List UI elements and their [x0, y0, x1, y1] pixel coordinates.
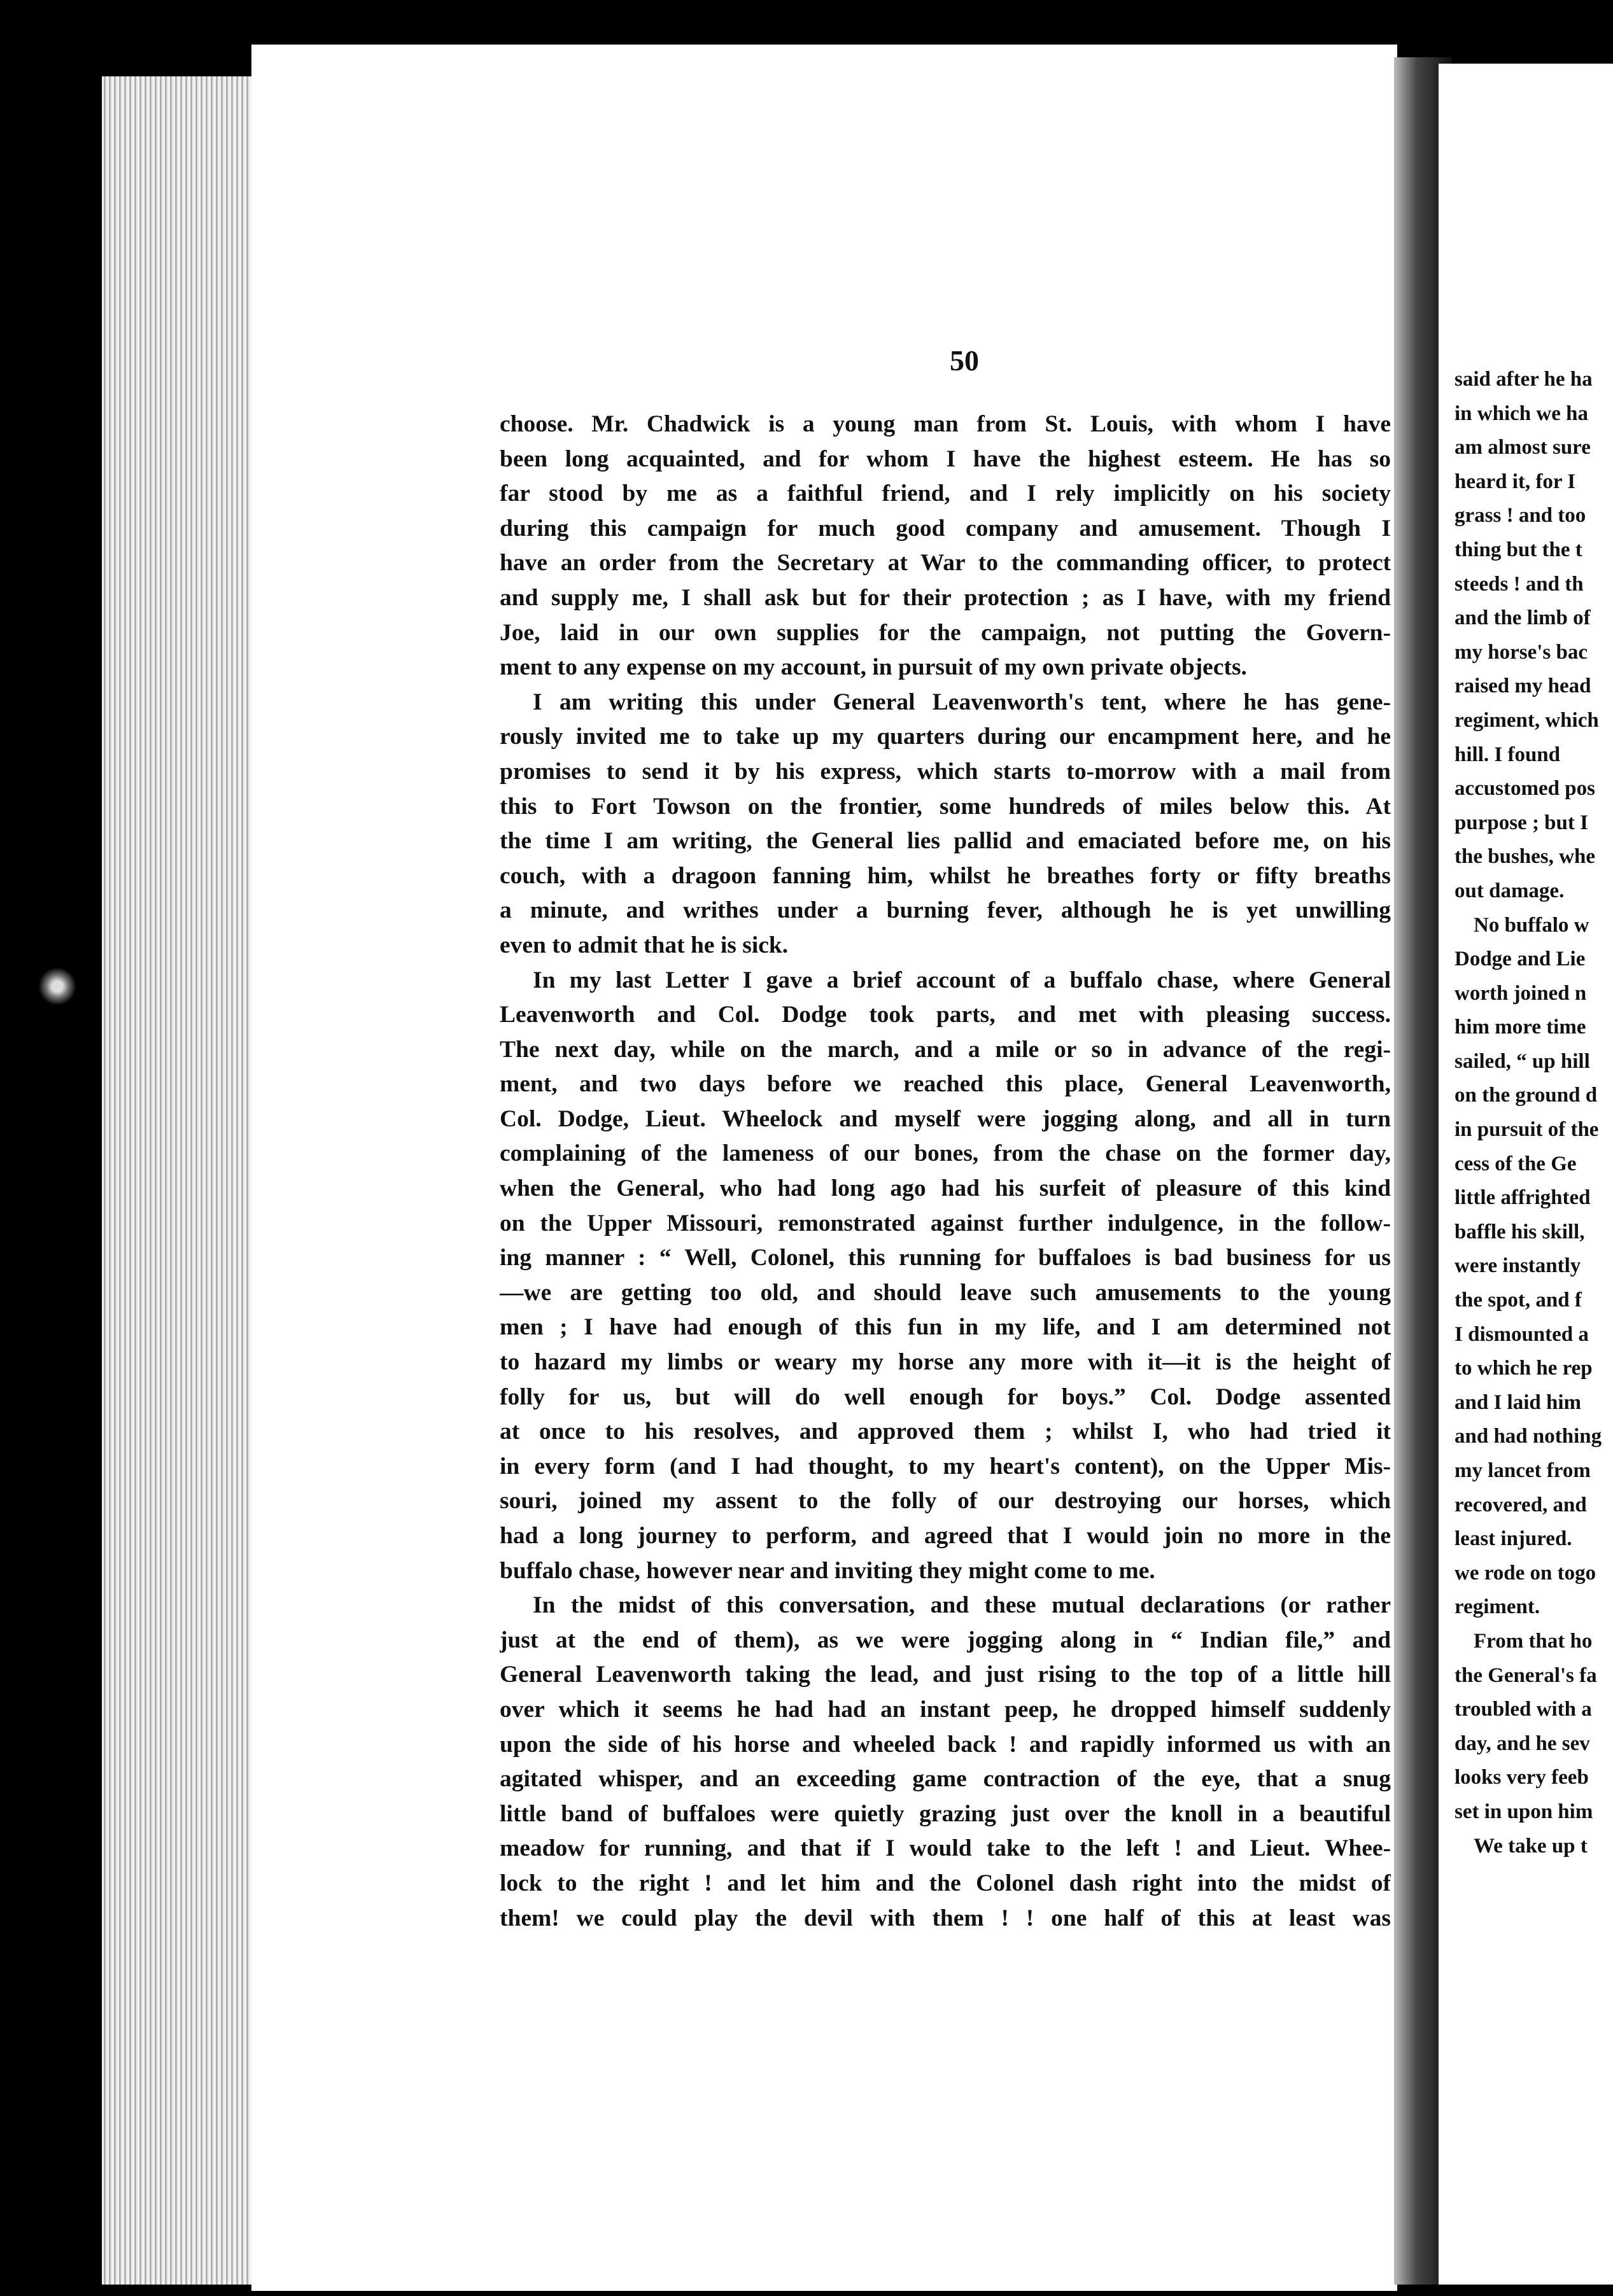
text-line: In the midst of this conversation, and these mutual declarations (or rather — [533, 1592, 1391, 1619]
text-line: been long acquainted, and for whom I have the highest esteem. He has so — [500, 445, 1391, 472]
text-line: ing manner : “ Well, Colonel, this running for buffaloes is bad business for us — [500, 1245, 1391, 1271]
facing-text-line: regiment, which — [1455, 708, 1599, 732]
text-line: The next day, while on the march, and a mile or so in advance of the regi- — [500, 1036, 1391, 1063]
text-line: rously invited me to take up my quarters during our encampment here, and he — [500, 724, 1391, 750]
facing-text-line: steeds ! and th — [1455, 572, 1584, 596]
text-line: promises to send it by his express, which starts to-morrow with a mail from — [500, 758, 1391, 785]
facing-text-line: We take up t — [1474, 1834, 1588, 1858]
facing-text-line: my horse's bac — [1455, 640, 1588, 664]
facing-text-line: and the limb of — [1455, 606, 1591, 630]
facing-text-line: cess of the Ge — [1455, 1152, 1577, 1175]
text-line: In my last Letter I gave a brief account of a buffalo chase, where General — [533, 967, 1391, 993]
facing-text-line: out damage. — [1455, 879, 1565, 902]
text-line: Leavenworth and Col. Dodge took parts, and met with pleasing success. — [500, 1002, 1391, 1028]
facing-text-line: raised my head — [1455, 675, 1591, 698]
text-line: have an order from the Secretary at War to the commanding officer, to protect — [500, 550, 1391, 577]
facing-text-line: day, and he sev — [1455, 1732, 1590, 1755]
text-line: meadow for running, and that if I would take to the left ! and Lieut. Whee- — [500, 1835, 1391, 1862]
facing-text-line: hill. I found — [1455, 743, 1560, 766]
text-line: General Leavenworth taking the lead, and just rising to the top of a little hill — [500, 1662, 1391, 1688]
text-line: agitated whisper, and an exceeding game contraction of the eye, that a snug — [500, 1766, 1391, 1793]
text-line: far stood by me as a faithful friend, and I rely implicitly on his society — [500, 480, 1391, 507]
facing-text-line: in which we ha — [1455, 402, 1588, 425]
facing-text-line: regiment. — [1455, 1595, 1540, 1619]
text-line: to hazard my limbs or weary my horse any more with it—it is the height of — [500, 1349, 1391, 1376]
text-line: even to admit that he is sick. — [500, 932, 789, 958]
facing-text-line: on the ground d — [1455, 1084, 1598, 1107]
facing-text-line: him more time — [1455, 1016, 1586, 1039]
facing-text-line: said after he ha — [1455, 368, 1593, 391]
text-line: lock to the right ! and let him and the Colonel dash right into the midst of — [500, 1870, 1391, 1896]
text-line: during this campaign for much good company and amusement. Though I — [500, 515, 1391, 542]
facing-text-line: the bushes, whe — [1455, 845, 1595, 869]
facing-text-line: recovered, and — [1455, 1493, 1587, 1516]
facing-text-line: the General's fa — [1455, 1663, 1597, 1687]
facing-text-line: set in upon him — [1455, 1800, 1593, 1823]
text-line: on the Upper Missouri, remonstrated against further indulgence, in the follow- — [500, 1210, 1391, 1236]
facing-text-line: we rode on togo — [1455, 1561, 1596, 1585]
scan-artifact — [38, 967, 76, 1005]
text-line: buffalo chase, however near and inviting they might come to me. — [500, 1557, 1155, 1584]
facing-text-line: my lancet from — [1455, 1459, 1591, 1482]
text-line: had a long journey to perform, and agreed that I would join no more in the — [500, 1523, 1391, 1549]
right-page — [1439, 64, 1613, 2285]
facing-text-line: I dismounted a — [1455, 1322, 1589, 1346]
text-line: men ; I have had enough of this fun in my life, and I am determined not — [500, 1314, 1391, 1341]
facing-text-line: heard it, for I — [1455, 470, 1576, 493]
text-line: —we are getting too old, and should leave such amusements to the young — [500, 1279, 1391, 1306]
text-line: this to Fort Towson on the frontier, some hundreds of miles below this. At — [500, 793, 1391, 820]
page-number: 50 — [950, 344, 979, 377]
text-line: the time I am writing, the General lies pallid and emaciated before me, on his — [500, 828, 1391, 855]
facing-text-line: and I laid him — [1455, 1390, 1581, 1414]
facing-text-line: and had nothing — [1455, 1425, 1602, 1448]
facing-text-line: No buffalo w — [1474, 913, 1589, 937]
text-line: at once to his resolves, and approved them ; whilst I, who had tried it — [500, 1418, 1391, 1445]
text-line: ment, and two days before we reached this place, General Leavenworth, — [500, 1071, 1391, 1098]
body-text — [500, 407, 1391, 1936]
facing-text-line: baffle his skill, — [1455, 1220, 1585, 1243]
facing-text-line: Dodge and Lie — [1455, 948, 1586, 971]
text-line: a minute, and writhes under a burning fever, although he is yet unwilling — [500, 897, 1391, 924]
facing-text-line: am almost sure — [1455, 436, 1591, 459]
facing-text-line: grass ! and too — [1455, 504, 1586, 528]
facing-text-line: little affrighted — [1455, 1186, 1591, 1210]
facing-text-line: in pursuit of the — [1455, 1118, 1599, 1142]
text-line: folly for us, but will do well enough for boys.” Col. Dodge assented — [500, 1383, 1391, 1410]
facing-text-line: were instantly — [1455, 1254, 1581, 1278]
facing-text-line: sailed, “ up hill — [1455, 1049, 1590, 1073]
text-line: souri, joined my assent to the folly of our destroying our horses, which — [500, 1488, 1391, 1515]
text-line: when the General, who had long ago had his surfeit of pleasure of this kind — [500, 1175, 1391, 1202]
facing-page-text — [1455, 363, 1613, 1863]
text-line: Joe, laid in our own supplies for the campaign, not putting the Govern- — [500, 619, 1391, 646]
text-line: just at the end of them), as we were jogging along in “ Indian file,” and — [500, 1627, 1391, 1653]
text-line: over which it seems he had had an instant peep, he dropped himself suddenly — [500, 1696, 1391, 1723]
facing-text-line: looks very feeb — [1455, 1766, 1589, 1789]
text-line: I am writing this under General Leavenworth's tent, where he has gene- — [533, 689, 1391, 715]
facing-text-line: worth joined n — [1455, 981, 1587, 1005]
text-line: upon the side of his horse and wheeled back ! and rapidly informed us with an — [500, 1731, 1391, 1758]
text-line: complaining of the lameness of our bones, from the chase on the former day, — [500, 1140, 1391, 1167]
text-line: little band of buffaloes were quietly grazing just over the knoll in a beautiful — [500, 1800, 1391, 1827]
facing-text-line: the spot, and f — [1455, 1289, 1582, 1312]
text-line: ment to any expense on my account, in pursuit of my own private objects. — [500, 654, 1247, 681]
facing-text-line: accustomed pos — [1455, 777, 1595, 801]
text-line: choose. Mr. Chadwick is a young man from St. Louis, with whom I have — [500, 411, 1391, 437]
facing-text-line: troubled with a — [1455, 1698, 1592, 1721]
facing-text-line: thing but the t — [1455, 538, 1582, 561]
text-line: in every form (and I had thought, to my heart's content), on the Upper Mis- — [500, 1453, 1391, 1480]
text-line: them! we could play the devil with them ! ! one half of this at least was — [500, 1905, 1391, 1931]
facing-text-line: From that ho — [1474, 1629, 1593, 1653]
facing-text-line: to which he rep — [1455, 1357, 1593, 1380]
text-line: Col. Dodge, Lieut. Wheelock and myself were jogging along, and all in turn — [500, 1105, 1391, 1132]
text-line: and supply me, I shall ask but for their protection ; as I have, with my friend — [500, 584, 1391, 611]
facing-text-line: least injured. — [1455, 1527, 1572, 1551]
page-edges — [102, 76, 255, 2285]
facing-text-line: purpose ; but I — [1455, 811, 1588, 834]
text-line: couch, with a dragoon fanning him, whilst he breathes forty or fifty breaths — [500, 862, 1391, 889]
